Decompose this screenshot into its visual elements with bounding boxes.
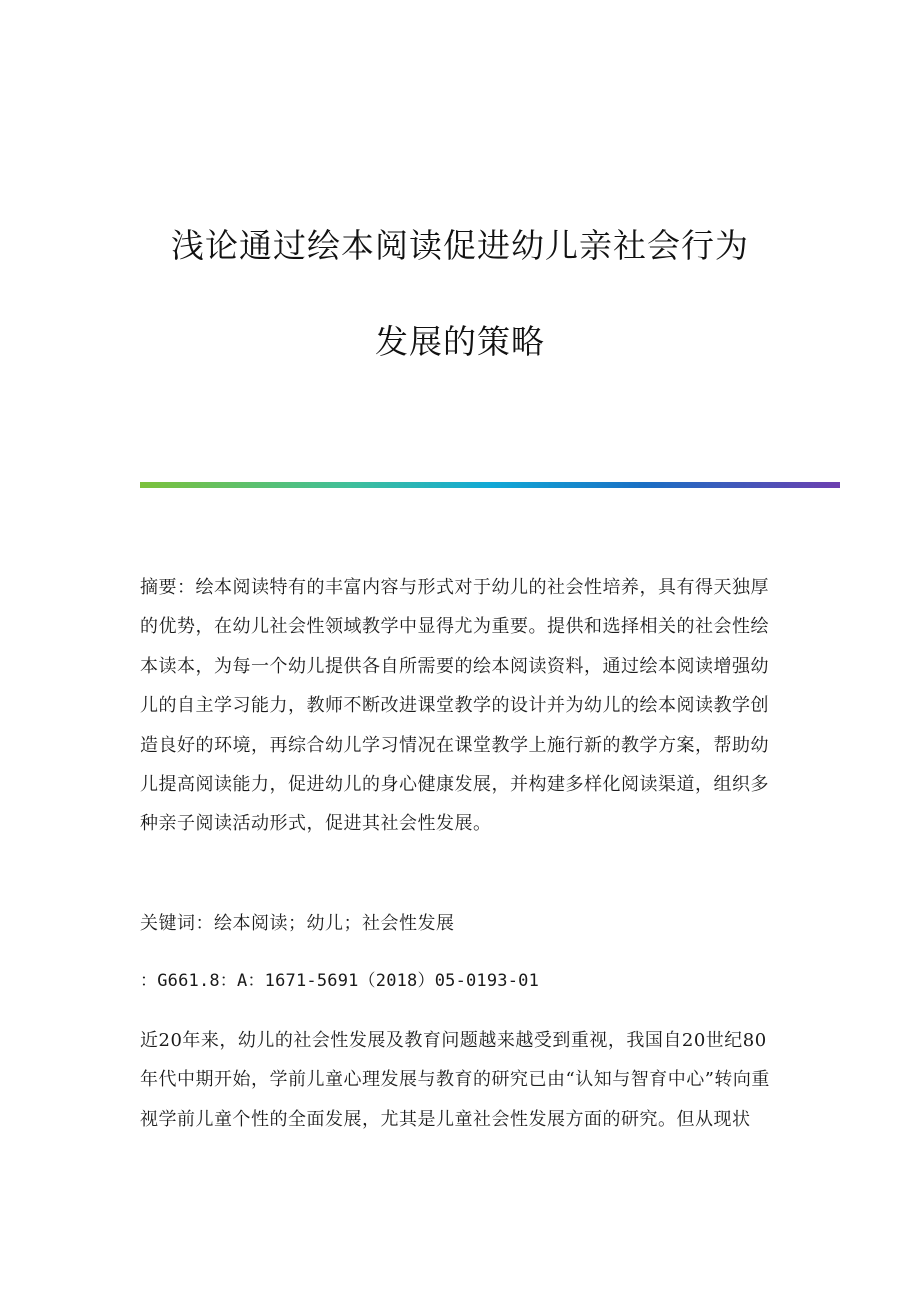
classification-line: ：G661.8：A：1671-5691（2018）05-0193-01 bbox=[140, 971, 540, 991]
intro-paragraph: 近20年来，幼儿的社会性发展及教育问题越来越受到重视，我国自20世纪80年代中期开始，学前儿童心理发展与教育的研究已由“认知与智育中心”转向重视学前儿童个性的全面发展，尤其是儿童社会性发展方面的研究。但从现状 bbox=[140, 1030, 770, 1130]
keywords-line: 关键词：绘本阅读；幼儿；社会性发展 bbox=[140, 913, 455, 934]
document-title-line-2: 发展的策略 bbox=[375, 322, 545, 361]
abstract-paragraph: 摘要：绘本阅读特有的丰富内容与形式对于幼儿的社会性培养，具有得天独厚的优势，在幼儿社会性领域教学中显得尤为重要。提供和选择相关的社会性绘本读本，为每一个幼儿提供各自所需要的绘本阅读资料，通过绘本阅读增强幼儿的自主学习能力，教师不断改进课堂教学的设计并为幼儿的绘本阅读教学创造良好的环境，再综合幼儿学习情况在课堂教学上施行新的教学方案，帮助幼儿提高阅读能力，促进幼儿的身心健康发展，并构建多样化阅读渠道，组织多种亲子阅读活动形式，促进其社会性发展。 bbox=[140, 577, 769, 835]
gradient-divider bbox=[140, 482, 840, 488]
document-title-line-1: 浅论通过绘本阅读促进幼儿亲社会行为 bbox=[171, 226, 749, 265]
